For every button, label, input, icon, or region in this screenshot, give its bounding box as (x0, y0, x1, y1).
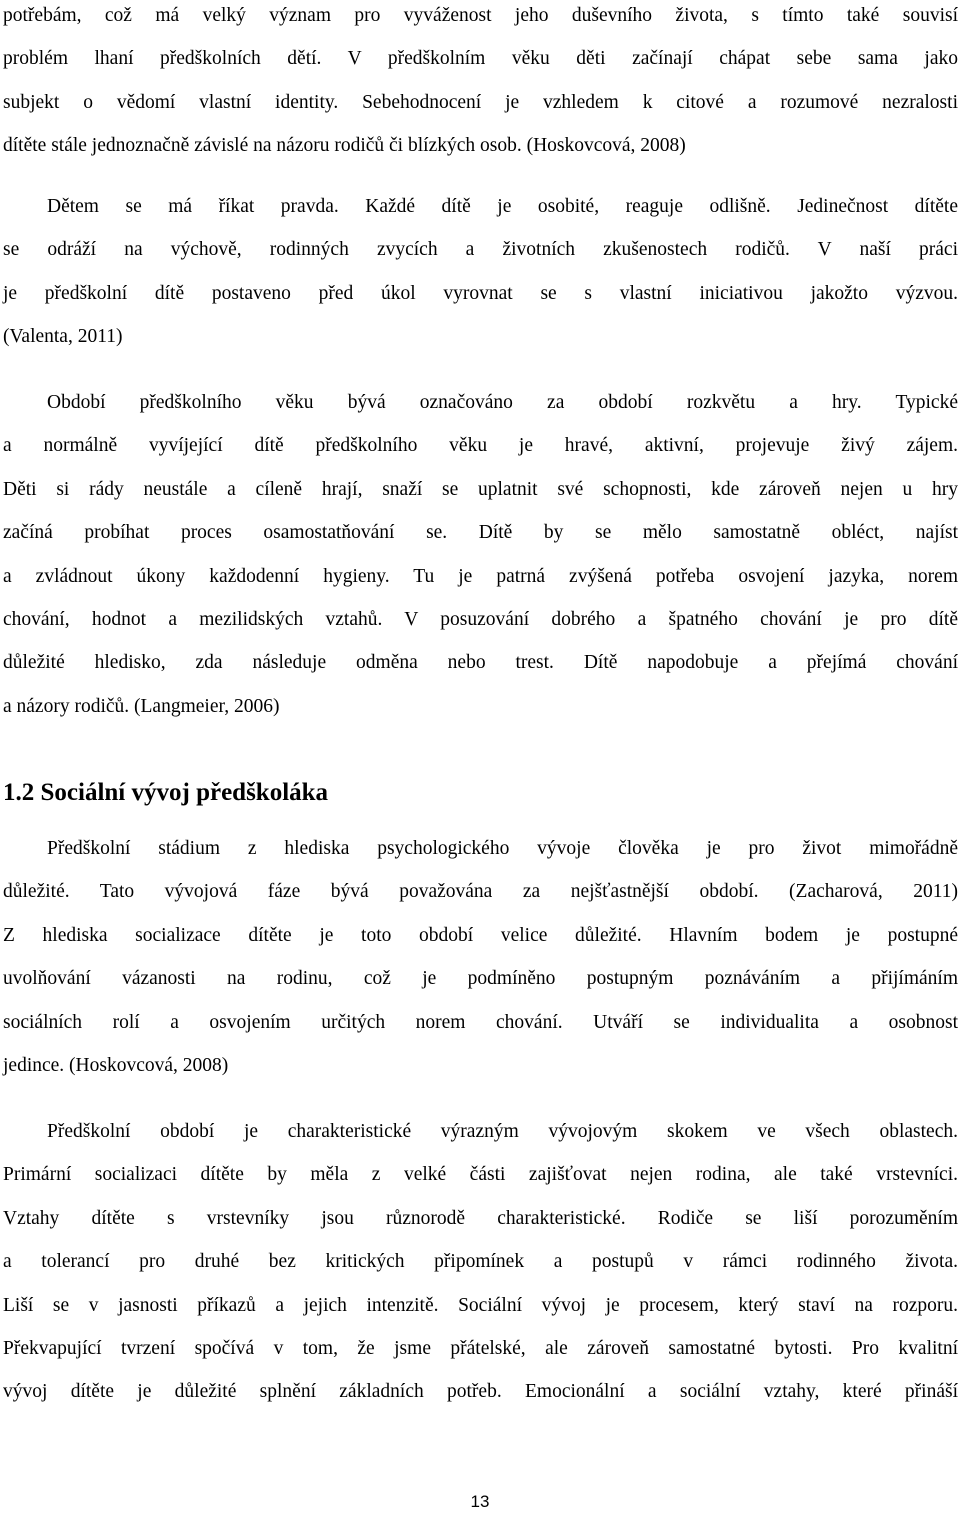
section-heading (3, 778, 328, 808)
text-line: začíná probíhat proces osamostatňování se. Dítě by se mělo samostatně obléct, najíst (3, 522, 958, 544)
text-line: dítěte stále jednoznačně závislé na názoru rodičů či blízkých osob. (Hoskovcová, 2008) (3, 135, 686, 157)
section-number: 1.2 (3, 779, 35, 806)
text-line: Děti si rády neustále a cíleně hrají, snaží se uplatnit své schopnosti, kde zároveň nejen u hry (3, 478, 958, 500)
page-number: 13 (470, 1492, 490, 1511)
text-line: Předškolní stádium z hlediska psychologického vývoje člověka je pro život mimořádně (47, 838, 958, 859)
section-title: Sociální vývoj předškoláka (40, 779, 329, 806)
text-line: uvolňování vázanosti na rodinu, což je podmíněno postupným poznáváním a přijímáním (3, 968, 958, 990)
paragraph-5 (3, 1110, 958, 1414)
text-line: chování, hodnot a mezilidských vztahů. V posuzování dobrého a špatného chování je pro dítě (3, 609, 958, 631)
text-line: vývoj dítěte je důležité splnění základních potřeb. Emocionální a sociální vztahy, které přináší (3, 1381, 958, 1403)
text-line: Dětem se má říkat pravda. Každé dítě je osobité, reaguje odlišně. Jedinečnost dítěte (47, 196, 958, 217)
text-line: Liší se v jasnosti příkazů a jejich intenzitě. Sociální vývoj je procesem, který staví na rozporu. (3, 1294, 958, 1316)
text-line: Z hlediska socializace dítěte je toto období velice důležité. Hlavním bodem je postupné (3, 924, 958, 946)
text-line: a zvládnout úkony každodenní hygieny. Tu je patrná zvýšená potřeba osvojení jazyka, norem (3, 565, 958, 587)
text-line: se odráží na výchově, rodinných zvycích a životních zkušenostech rodičů. V naší práci (3, 239, 958, 261)
paragraph-3 (3, 381, 958, 728)
text-line: Překvapující tvrzení spočívá v tom, že jsme přátelské, ale zároveň samostatné bytosti. Pro kvalitní (3, 1338, 958, 1360)
text-line: Vztahy dítěte s vrstevníky jsou různorodě charakteristické. Rodiče se liší porozuměním (3, 1207, 958, 1229)
text-line: sociálních rolí a osvojením určitých norem chování. Utváří se individualita a osobnost (3, 1011, 958, 1033)
text-line: a názory rodičů. (Langmeier, 2006) (3, 695, 280, 717)
text-line: a normálně vyvíjející dítě předškolního věku je hravé, aktivní, projevuje živý zájem. (3, 435, 958, 457)
text-line: potřebám, což má velký význam pro vyváženost jeho duševního života, s tímto také souvisí (3, 5, 958, 26)
paragraph-2 (3, 185, 958, 359)
text-line: jedince. (Hoskovcová, 2008) (3, 1055, 229, 1077)
text-line: subjekt o vědomí vlastní identity. Sebehodnocení je vzhledem k citové a rozumové nezralosti (3, 91, 958, 113)
text-line: Primární socializaci dítěte by měla z velké části zajišťovat nejen rodina, ale také vrstevníci. (3, 1164, 958, 1186)
paragraph-1 (3, 0, 958, 168)
text-line: důležité. Tato vývojová fáze bývá považována za nejšťastnější období. (Zacharová, 2011) (3, 881, 958, 903)
text-line: důležité hledisko, zda následuje odměna nebo trest. Dítě napodobuje a přejímá chování (3, 652, 958, 674)
text-line: (Valenta, 2011) (3, 326, 123, 348)
text-line: Předškolní období je charakteristické výrazným vývojovým skokem ve všech oblastech. (47, 1121, 958, 1142)
text-line: Období předškolního věku bývá označováno za období rozkvětu a hry. Typické (47, 392, 958, 413)
paragraph-4 (3, 827, 958, 1087)
text-line: problém lhaní předškolních dětí. V předškolním věku děti začínají chápat sebe sama jako (3, 48, 958, 70)
text-line: je předškolní dítě postaveno před úkol vyrovnat se s vlastní iniciativou jakožto výzvou. (3, 282, 958, 304)
text-line: a tolerancí pro druhé bez kritických připomínek a postupů v rámci rodinného života. (3, 1251, 958, 1273)
